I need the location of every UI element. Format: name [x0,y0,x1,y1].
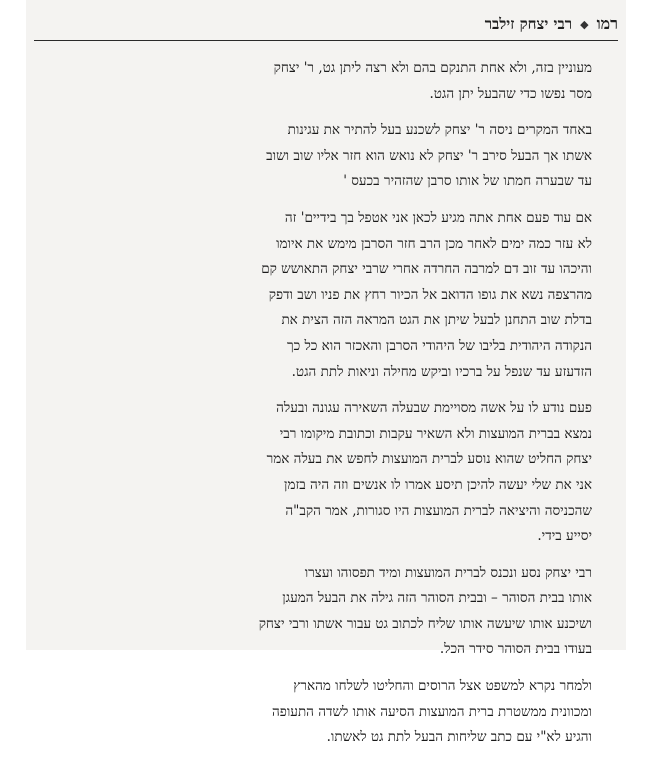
header-separator-icon: ◆ [580,17,589,31]
text-line: יצחק החליט שהוא נוסע לברית המועצות לחפש את בעלה אמר [266,451,592,468]
text-line: פעם נודע לו על אשה מסויימת שבעלה השאירה עגונה ובעלה [276,400,592,417]
text-line: אותו בבית הסוהר – ובבית הסוהר הזה גילה את הבעל המעגן [282,590,592,607]
text-line: עד שבערה חמתו של אותו סרבן שהזהיר בכעס ' [343,173,592,190]
header-rule [34,40,618,41]
text-line: רבי יצחק נסע ונכנס לברית המועצות ומיד תפסוהו ועצרו [304,564,592,581]
text-line: והגיע לא"י עם כתב שליחות הבעל לתת גט לאשתו. [326,729,592,746]
running-title: רבי יצחק זילבר [484,14,573,33]
text-line: הנקודה היהודית בליבו של היהודי הסרבן והאכזר הוא כל כך [286,337,592,354]
text-line: בדלת שוב התחנן לבעל שיתן את הגט המראה הזה הצית את [281,312,592,329]
text-line: אשתו אך הבעל סירב ר' יצחק לא נואש הוא חזר אליו שוב ושוב [266,147,592,164]
text-line: והיכהו עד זוב דם למרבה החרדה אחרי שרבי יצחק התאושש קם [261,261,592,278]
text-line: מעוניין בזה, ולא אחת התנקם בהם ולא רצה ליתן גט, ר' יצחק [273,60,592,76]
text-line: יסייע בידי. [537,528,592,545]
text-line: מהרצפה נשא את גופו הדואב אל הכיור רחץ את פניו ושב ודפק [268,286,592,303]
text-line: ומכוונית ממשטרת ברית המועצות הסיעה אותו לשדה התעופה [272,703,592,720]
text-line: ולמחר נקרא למשפט אצל הרוסים והחליטו לשלחו מהארץ [293,678,592,695]
running-header [34,10,618,38]
paragraph [66,396,592,550]
page-number: רמו [596,14,618,33]
paragraph [66,206,592,385]
text-line: אם עוד פעם אחת אתה מגיע לכאן אני אטפל בך בידיים' זה [284,209,592,226]
text-line: אני את שלי יעשה להיכן תיסע אמרו לו אנשים וזה היה בזמן [284,476,592,493]
text-line: שהכניסה והיציאה לברית המועצות היו סגורות, אמר הקב"ה [285,502,592,519]
text-line: לא עזר כמה ימים לאחר מכן הרב חזר הסרבן מימש את איומו [276,235,592,252]
paragraph [66,674,592,751]
text-line: מסר נפשו כדי שהבעל יתן הגט. [429,85,592,102]
paragraph [66,118,592,195]
text-line: באחד המקרים ניסה ר' יצחק לשכנע בעל להתיר את עגינות [287,122,592,139]
text-line: נמצא בברית המועצות ולא השאיר עקבות וכתובת מיקומו רבי [279,425,592,442]
book-page [26,0,626,746]
text-line: הזדעזע עד שנפל על ברכיו וביקש מחילה וניאות לתת הגט. [291,363,592,380]
text-line: ושיכנע אותו שיעשה אותו שליח לכתוב גט עבור אשתו ורבי יצחק [258,615,592,632]
paragraph [66,561,592,663]
text-line: בעודו בבית הסוהר סידר הכל. [439,641,592,658]
paragraph [66,56,592,107]
body-text [66,56,592,762]
